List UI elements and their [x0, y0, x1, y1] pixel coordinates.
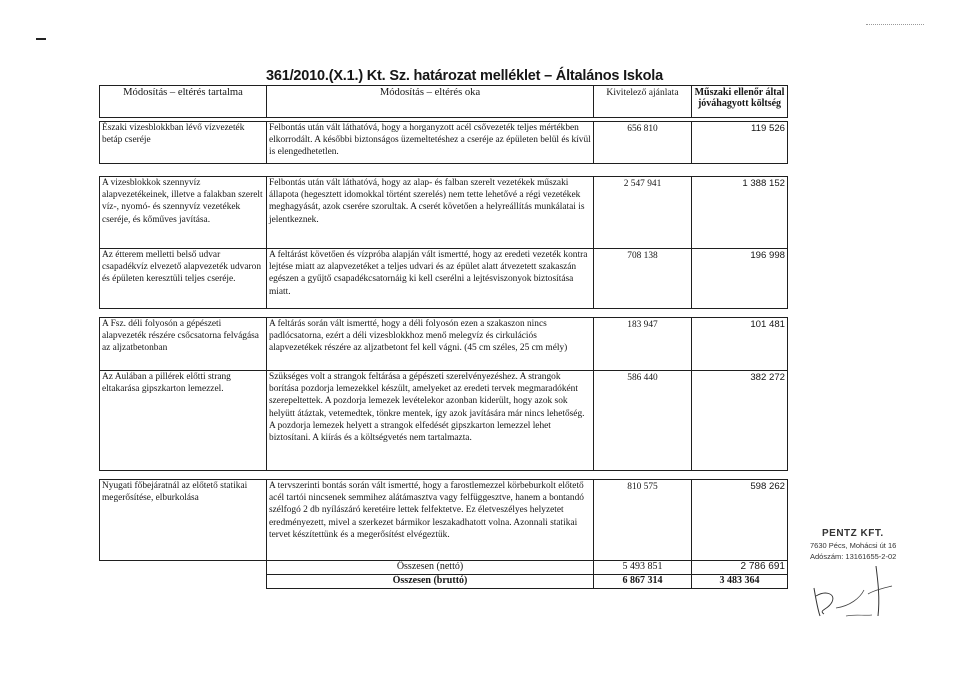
margin-mark — [36, 38, 46, 40]
table-row — [100, 177, 788, 249]
cell-offer: 586 440 — [594, 371, 692, 471]
cell-approved: 598 262 — [692, 480, 788, 561]
cell-approved: 382 272 — [692, 371, 788, 471]
cell-reason: Felbontás után vált láthatóvá, hogy az alap- és falban szerelt vezetékek műszaki állapota (hegesztett idomokkal történt szerelés) nem tette lehetővé a régi vezetékek meghagyását, azok cserére szorultak. A cserét követően a helyreállítás munkálatai is jelentkeznek. — [267, 177, 594, 249]
total-net-offer: 5 493 851 — [594, 561, 692, 575]
header-change-reason: Módosítás – eltérés oka — [267, 86, 594, 118]
table-header-row — [100, 86, 788, 118]
table-row — [100, 249, 788, 309]
cell-offer: 656 810 — [594, 122, 692, 164]
header-change-content: Módosítás – eltérés tartalma — [100, 86, 267, 118]
table-row — [100, 371, 788, 471]
stamp-company: PENTZ KFT. — [822, 528, 884, 539]
cell-approved: 196 998 — [692, 249, 788, 309]
header-contractor-offer: Kivitelező ajánlata — [594, 86, 692, 118]
total-gross-approved: 3 483 364 — [692, 575, 788, 589]
cell-approved: 1 388 152 — [692, 177, 788, 249]
row-gap — [100, 309, 788, 318]
table-row — [100, 480, 788, 561]
table-row — [100, 122, 788, 164]
cell-offer: 2 547 941 — [594, 177, 692, 249]
cell-reason: Felbontás után vált láthatóvá, hogy a horganyzott acél csővezeték teljes mértékben elkorrodált. A későbbi biztonságos üzemeltetéshez a cseréje az épületen belül és kívül is elengedhetetlen. — [267, 122, 594, 164]
cell-content: A vizesblokkok szennyvíz alapvezetékeinek, illetve a falakban szerelt víz-, nyomó- és szennyvíz vezetékek cseréje, és kőműves javítása. — [100, 177, 267, 249]
row-gap — [100, 164, 788, 177]
modification-table — [99, 85, 788, 589]
total-net-row — [100, 561, 788, 575]
cell-approved: 101 481 — [692, 318, 788, 371]
header-inspector-cost: Műszaki ellenőr által jóváhagyott költség — [692, 86, 788, 118]
cell-offer: 810 575 — [594, 480, 692, 561]
cell-reason: A feltárás során vált ismertté, hogy a déli folyosón ezen a szakaszon nincs padlócsatorna, ezért a déli vizesblokkhoz menő melegvíz és cirkulációs alapvezetékek részére az aljzatbetont fel kell vágni. (45 cm széles, 25 cm mély) — [267, 318, 594, 371]
stamp-tax-number: Adószám: 13161655-2-02 — [810, 552, 897, 561]
total-net-approved: 2 786 691 — [692, 561, 788, 575]
cell-content: Az Aulában a pillérek előtti strang eltakarása gipszkarton lemezzel. — [100, 371, 267, 471]
cell-approved: 119 526 — [692, 122, 788, 164]
total-gross-label: Összesen (bruttó) — [267, 575, 594, 589]
cell-offer: 708 138 — [594, 249, 692, 309]
cell-content: A Fsz. déli folyosón a gépészeti alapvezeték részére csőcsatorna felvágása az aljzatbetonban — [100, 318, 267, 371]
total-net-label: Összesen (nettó) — [267, 561, 594, 575]
cell-reason: Szükséges volt a strangok feltárása a gépészeti szerelvényezéshez. A strangok borítása pozdorja lemezekkel készült, amelyeket az eredeti tervek megmaradóként szerepeltettek. A pozdorja lemezek levételekor azonban kiderült, hogy azok sok helyütt átáztak, vetemedtek, tönkre mentek, így azok javítására már nincs lehetőség. A pozdorja lemezek helyett a strangok elfedését gipszkarton lemezzel lehet biztosítani. A kiírás és a költségvetés nem tartalmazta. — [267, 371, 594, 471]
stamp-address: 7630 Pécs, Mohácsi út 16 — [810, 541, 897, 550]
cell-reason: A feltárást követően és vízpróba alapján vált ismertté, hogy az eredeti vezeték kontra lejtése miatt az alapvezetéket a teljes udvari és az épület alatt átvezetett szakaszán egészen a gyűjtő csapadékcsatornáig ki kell cserélni a lejtésviszonyok biztosítása miatt. — [267, 249, 594, 309]
document-title: 361/2010.(X.1.) Kt. Sz. határozat melléklet – Általános Iskola — [266, 68, 663, 84]
handwritten-signature-icon — [806, 560, 906, 620]
scan-artifact — [866, 24, 924, 25]
row-gap — [100, 471, 788, 480]
total-gross-offer: 6 867 314 — [594, 575, 692, 589]
cell-offer: 183 947 — [594, 318, 692, 371]
cell-content: Az étterem melletti belső udvar csapadékvíz elvezető alapvezeték udvaron és épületen keresztüli teljes cseréje. — [100, 249, 267, 309]
cell-content: Északi vizesblokkban lévő vízvezeték betáp cseréje — [100, 122, 267, 164]
cell-content: Nyugati főbejáratnál az előtető statikai megerősítése, elburkolása — [100, 480, 267, 561]
total-gross-row — [100, 575, 788, 589]
table-row — [100, 318, 788, 371]
cell-reason: A tervszerinti bontás során vált ismertté, hogy a farostlemezzel körbeburkolt előtető acél tartói nincsenek semmihez alátámasztva vagy felfüggesztve, hanem a bontandó szélfogó 2 db nyílászáró keretéire lettek felfektetve. Ez életveszélyes helyzetet eredményezett, mivel a szerkezet bármikor leszakadhatott volna. Azonnali statikai tervet készítettünk és a megerősítést elvégeztük. — [267, 480, 594, 561]
